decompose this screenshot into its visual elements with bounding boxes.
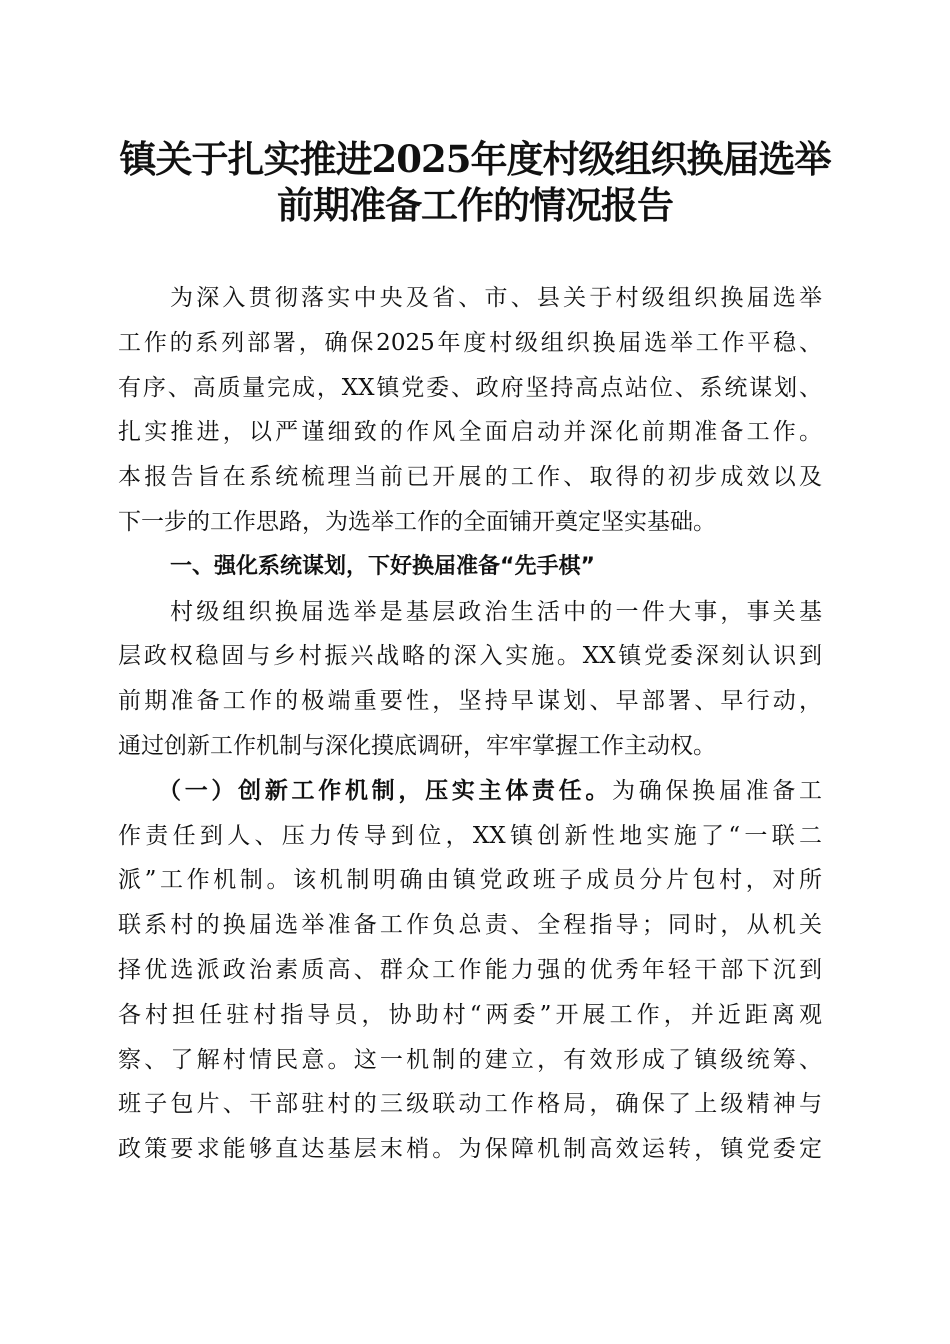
title-line-1: 镇关于扎实推进2025年度村级组织换届选举: [119, 137, 831, 181]
text-line: 通过创新工作机制与深化摸底调研，牢牢掌握工作主动权。: [118, 732, 716, 759]
text-line: 本报告旨在系统梳理当前已开展的工作、取得的初步成效以及: [118, 464, 822, 491]
text-line: 层政权稳固与乡村振兴战略的深入实施。XX镇党委深刻认识到: [118, 643, 822, 670]
subsection-1-paragraph: [118, 769, 822, 1172]
section-heading-1: 一、强化系统谋划，下好换届准备“先手棋”: [170, 553, 595, 579]
text-line: 派”工作机制。该机制明确由镇党政班子成员分片包村，对所: [118, 867, 822, 894]
document-title: [0, 136, 950, 228]
title-line-2: 前期准备工作的情况报告: [277, 183, 673, 227]
text-span: 为确保换届准备工: [612, 777, 823, 804]
subsection-heading: （一）创新工作机制，压实主体责任。: [158, 776, 613, 804]
text-line: 工作的系列部署，确保2025年度村级组织换届选举工作平稳、: [118, 329, 822, 356]
text-line: 前期准备工作的极端重要性，坚持早谋划、早部署、早行动，: [118, 688, 822, 715]
text-line: 政策要求能够直达基层末梢。为保障机制高效运转，镇党委定: [118, 1136, 822, 1163]
intro-paragraph: [118, 276, 822, 545]
text-line: [118, 769, 822, 814]
text-line: 有序、高质量完成，XX镇党委、政府坚持高点站位、系统谋划、: [118, 374, 822, 401]
text-line: 村级组织换届选举是基层政治生活中的一件大事，事关基: [170, 598, 822, 625]
text-line: 作责任到人、压力传导到位，XX镇创新性地实施了“一联二: [118, 822, 822, 849]
text-line: 择优选派政治素质高、群众工作能力强的优秀年轻干部下沉到: [118, 956, 822, 983]
document-body: [118, 276, 822, 1172]
text-line: 联系村的换届选举准备工作负总责、全程指导；同时，从机关: [118, 912, 822, 939]
text-line: 为深入贯彻落实中央及省、市、县关于村级组织换届选举: [170, 285, 822, 311]
text-line: 察、了解村情民意。这一机制的建立，有效形成了镇级统筹、: [118, 1046, 822, 1073]
text-line: 班子包片、干部驻村的三级联动工作格局，确保了上级精神与: [118, 1091, 822, 1118]
text-line: 扎实推进，以严谨细致的作风全面启动并深化前期准备工作。: [118, 419, 822, 446]
text-line: 下一步的工作思路，为选举工作的全面铺开奠定坚实基础。: [118, 508, 716, 535]
text-line: 各村担任驻村指导员，协助村“两委”开展工作，并近距离观: [118, 1001, 822, 1028]
section-1-paragraph: [118, 590, 822, 769]
